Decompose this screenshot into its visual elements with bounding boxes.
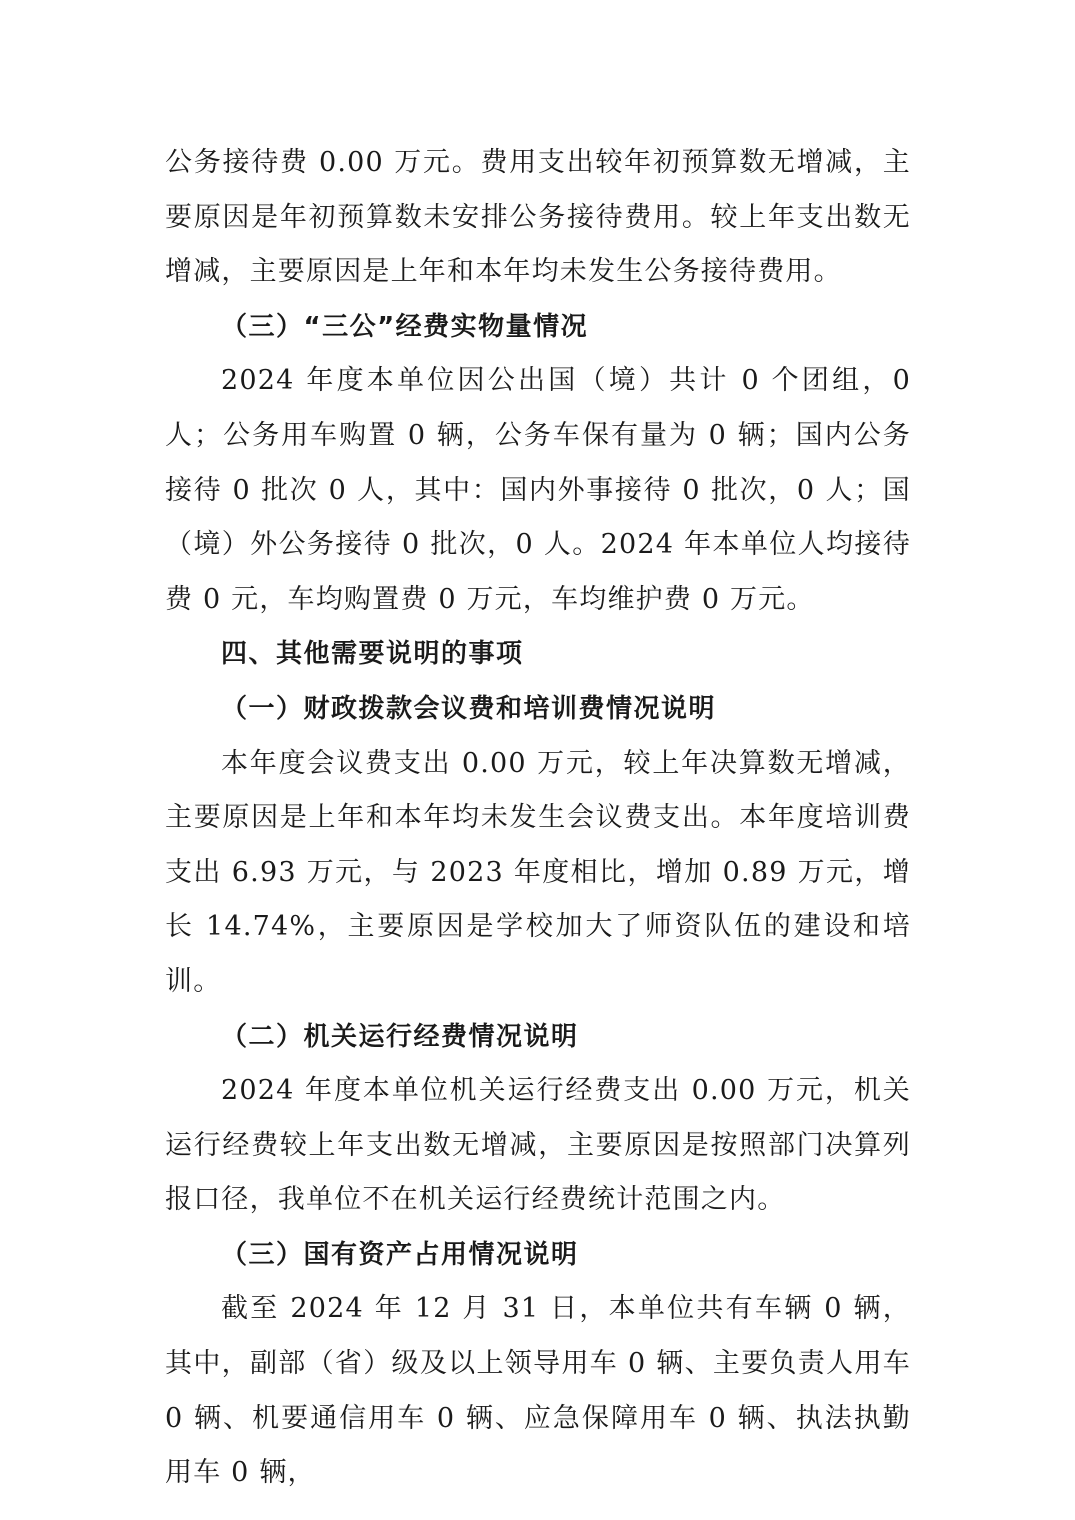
paragraph: 本年度会议费支出 0.00 万元，较上年决算数无增减，主要原因是上年和本年均未发生会议费支出。本年度培训费支出 6.93 万元，与 2023 年度相比，增加 0.89 万元，增长 14.74%，主要原因是学校加大了师资队伍的建设和培训。: [165, 747, 911, 997]
document-body: [165, 136, 911, 1501]
paragraph: 2024 年度本单位因公出国（境）共计 0 个团组，0 人；公务用车购置 0 辆，公务车保有量为 0 辆；国内公务接待 0 批次 0 人，其中：国内外事接待 0 批次，0 人；国（境）外公务接待 0 批次，0 人。2024 年本单位人均接待费 0 元，车均购置费 0 万元，车均维护费 0 万元。: [165, 365, 911, 615]
section-heading: 四、其他需要说明的事项: [221, 639, 524, 670]
section-heading: （一）财政拨款会议费和培训费情况说明: [221, 693, 717, 724]
paragraph: 2024 年度本单位机关运行经费支出 0.00 万元，机关运行经费较上年支出数无增减，主要原因是按照部门决算列报口径，我单位不在机关运行经费统计范围之内。: [165, 1075, 911, 1216]
section-heading: （二）机关运行经费情况说明: [221, 1021, 579, 1052]
section-heading: （三）国有资产占用情况说明: [221, 1239, 579, 1270]
section-heading: （三）“三公”经费实物量情况: [221, 311, 589, 342]
paragraph: 公务接待费 0.00 万元。费用支出较年初预算数无增减，主要原因是年初预算数未安排公务接待费用。较上年支出数无增减，主要原因是上年和本年均未发生公务接待费用。: [165, 147, 911, 288]
paragraph: 截至 2024 年 12 月 31 日，本单位共有车辆 0 辆，其中，副部（省）级及以上领导用车 0 辆、主要负责人用车 0 辆、机要通信用车 0 辆、应急保障用车 0 辆、执法执勤用车 0 辆，: [165, 1293, 911, 1489]
